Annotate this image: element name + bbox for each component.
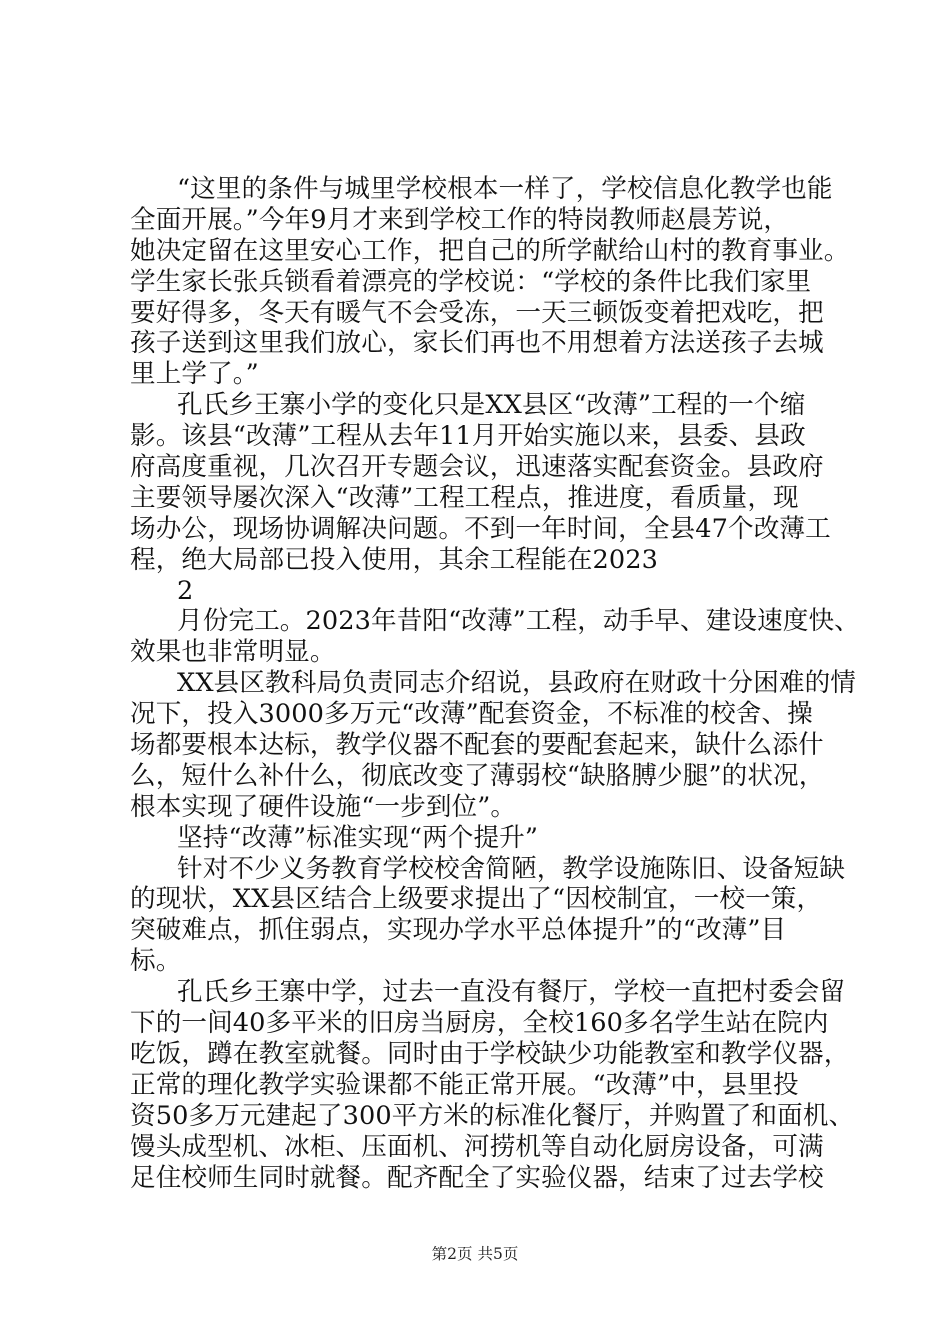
document-body xyxy=(130,174,860,1193)
text-line: 况下，投入3000多万元“改薄”配套资金，不标准的校舍、操 xyxy=(130,699,813,730)
text-line: 馒头成型机、冰柜、压面机、河捞机等自动化厨房设备，可满 xyxy=(130,1131,824,1162)
text-line: 资50多万元建起了300平方米的标准化餐厅，并购置了和面机、 xyxy=(130,1100,855,1131)
text-line: 坚持“改薄”标准实现“两个提升” xyxy=(177,822,539,853)
text-line: 的现状，XX县区结合上级要求提出了“因校制宜，一校一策， xyxy=(130,884,823,915)
text-line: 突破难点，抓住弱点，实现办学水平总体提升”的“改薄”目 xyxy=(130,915,787,946)
text-line: 2 xyxy=(177,575,194,606)
text-line: 足住校师生同时就餐。配齐配全了实验仪器，结束了过去学校 xyxy=(130,1162,824,1193)
text-line: 场都要根本达标，教学仪器不配套的要配套起来，缺什么添什 xyxy=(130,730,824,761)
text-line: 影。该县“改薄”工程从去年11月开始实施以来，县委、县政 xyxy=(130,421,806,452)
text-line: 学生家长张兵锁看着漂亮的学校说：“学校的条件比我们家里 xyxy=(130,266,812,297)
page-footer xyxy=(0,1243,950,1265)
text-line: 要好得多，冬天有暖气不会受冻，一天三顿饭变着把戏吃，把 xyxy=(130,297,824,328)
text-line: 月份完工。2023年昔阳“改薄”工程，动手早、建设速度快、 xyxy=(177,606,860,637)
text-line: 针对不少义务教育学校校舍简陋，教学设施陈旧、设备短缺 xyxy=(177,853,846,884)
text-line: 正常的理化教学实验课都不能正常开展。“改薄”中，县里投 xyxy=(130,1069,799,1100)
text-line: 里上学了。” xyxy=(130,359,259,390)
text-line: 效果也非常明显。 xyxy=(130,637,336,668)
text-line: 下的一间40多平米的旧房当厨房，全校160多名学生站在院内 xyxy=(130,1008,829,1039)
text-line: “这里的条件与城里学校根本一样了，学校信息化教学也能 xyxy=(177,174,833,204)
text-line: 府高度重视，几次召开专题会议，迅速落实配套资金。县政府 xyxy=(130,452,824,483)
text-line: 她决定留在这里安心工作，把自己的所学献给山村的教育事业。 xyxy=(130,235,850,266)
page-number-label: 第2页 共5页 xyxy=(431,1245,519,1263)
text-line: 孩子送到这里我们放心，家长们再也不用想着方法送孩子去城 xyxy=(130,328,824,359)
text-line: 么，短什么补什么，彻底改变了薄弱校“缺胳膊少腿”的状况， xyxy=(130,760,825,791)
text-line: 全面开展。”今年9月才来到学校工作的特岗教师赵晨芳说， xyxy=(130,204,790,235)
text-line: 主要领导屡次深入“改薄”工程工程点，推进度，看质量，现 xyxy=(130,482,799,513)
text-line: 孔氏乡王寨中学，过去一直没有餐厅，学校一直把村委会留 xyxy=(177,977,846,1008)
text-line: XX县区教科局负责同志介绍说，县政府在财政十分困难的情 xyxy=(177,668,856,699)
text-line: 吃饭，蹲在教室就餐。同时由于学校缺少功能教室和教学仪器， xyxy=(130,1038,850,1069)
text-line: 孔氏乡王寨小学的变化只是XX县区“改薄”工程的一个缩 xyxy=(177,390,806,421)
text-line: 标。 xyxy=(130,946,182,977)
text-line: 程，绝大局部已投入使用，其余工程能在2023 xyxy=(130,544,659,575)
text-line: 根本实现了硬件设施“一步到位”。 xyxy=(130,791,517,822)
text-line: 场办公，现场协调解决问题。不到一年时间，全县47个改薄工 xyxy=(130,513,831,544)
